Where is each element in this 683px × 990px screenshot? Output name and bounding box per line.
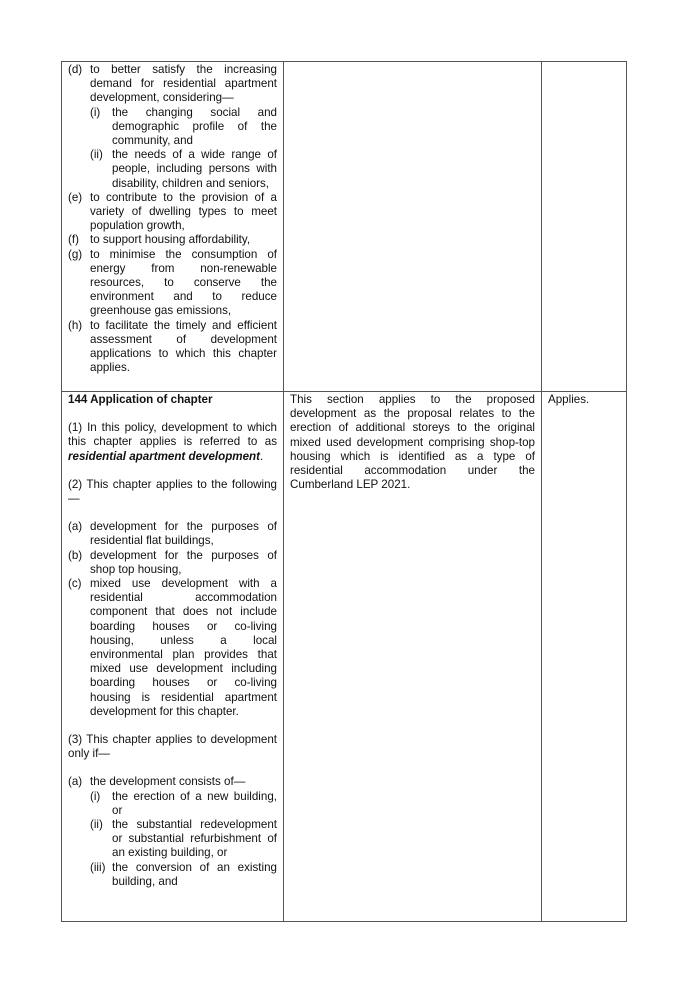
item-label: (f) — [68, 233, 79, 247]
item-text: the conversion of an existing building, and — [112, 860, 277, 888]
list-item — [68, 233, 277, 247]
paragraph: (2) This chapter applies to the following— — [68, 477, 277, 506]
sub-list-item — [68, 818, 277, 861]
item-label: (a) — [68, 775, 83, 789]
item-label: (ii) — [90, 148, 103, 162]
item-label: (d) — [68, 63, 83, 76]
paragraph — [68, 421, 277, 464]
item-text: the substantial redevelopment or substantial refurbishment of an existing building, or — [112, 818, 277, 860]
paragraph: (3) This chapter applies to development only if— — [68, 733, 277, 761]
item-label: (iii) — [90, 860, 106, 874]
section-heading: 144 Application of chapter — [68, 393, 213, 406]
paragraph-text: (1) In this policy, development to which this chapter applies is referred to as — [68, 421, 277, 449]
item-text: mixed use development with a residential accommodation component that does not include boarding houses or co-living housing, unless a local environmental plan provides that mixed use development including boarding houses or co-living housing is residential apartment development for this chapter. — [90, 577, 277, 718]
list-item — [68, 191, 277, 234]
item-label: (a) — [68, 520, 83, 534]
item-text: development for the purposes of residential flat buildings, — [90, 520, 277, 548]
table-row — [62, 392, 627, 922]
item-label: (ii) — [90, 818, 103, 832]
list-item — [68, 319, 277, 376]
item-text: to contribute to the provision of a variety of dwelling types to meet population growth, — [90, 190, 277, 233]
list-item — [68, 520, 277, 548]
item-text: the changing social and demographic profile of the community, and — [112, 105, 277, 148]
defined-term: residential apartment development — [68, 449, 260, 463]
sub-list-item — [68, 790, 277, 818]
list-item — [68, 577, 277, 719]
comment-cell — [284, 62, 542, 392]
item-text: the erection of a new building, or — [112, 789, 277, 817]
item-text: to minimise the consumption of energy from non-renewable resources, to conserve the environment and to reduce greenhouse gas emissions, — [90, 247, 277, 318]
item-text: development for the purposes of shop top housing, — [90, 548, 277, 576]
clause-cell — [62, 392, 284, 922]
item-label: (b) — [68, 548, 83, 562]
sub-list-item — [68, 861, 277, 889]
compliance-table — [61, 61, 627, 922]
sub-list-item — [68, 106, 277, 149]
list-item — [68, 549, 277, 577]
item-label: (c) — [68, 577, 82, 591]
item-text: the development consists of— — [90, 775, 246, 789]
clause-cell — [62, 62, 284, 392]
list-item — [68, 248, 277, 319]
item-text: to facilitate the timely and efficient assessment of development applications to which this chapter applies. — [90, 318, 277, 375]
status-cell — [542, 62, 627, 392]
item-label: (i) — [90, 105, 101, 119]
item-label: (h) — [68, 318, 83, 332]
table-row — [62, 62, 627, 392]
comment-cell: This section applies to the proposed development as the proposal relates to the erection of additional storeys to the original mixed used development comprising shop-top housing which is identified as a type of residential accommodation under the Cumberland LEP 2021. — [284, 392, 542, 922]
item-text: the needs of a wide range of people, including persons with disability, children and seniors, — [112, 148, 277, 190]
item-label: (g) — [68, 247, 83, 261]
item-label: (i) — [90, 789, 101, 803]
item-label: (e) — [68, 190, 83, 204]
item-text: to better satisfy the increasing demand for residential apartment development, considering— — [90, 63, 277, 105]
status-cell: Applies. — [542, 392, 627, 922]
list-item — [68, 775, 277, 789]
sub-list-item — [68, 148, 277, 191]
item-text: to support housing affordability, — [90, 233, 251, 247]
list-item — [68, 63, 277, 106]
paragraph-text: . — [260, 449, 264, 463]
